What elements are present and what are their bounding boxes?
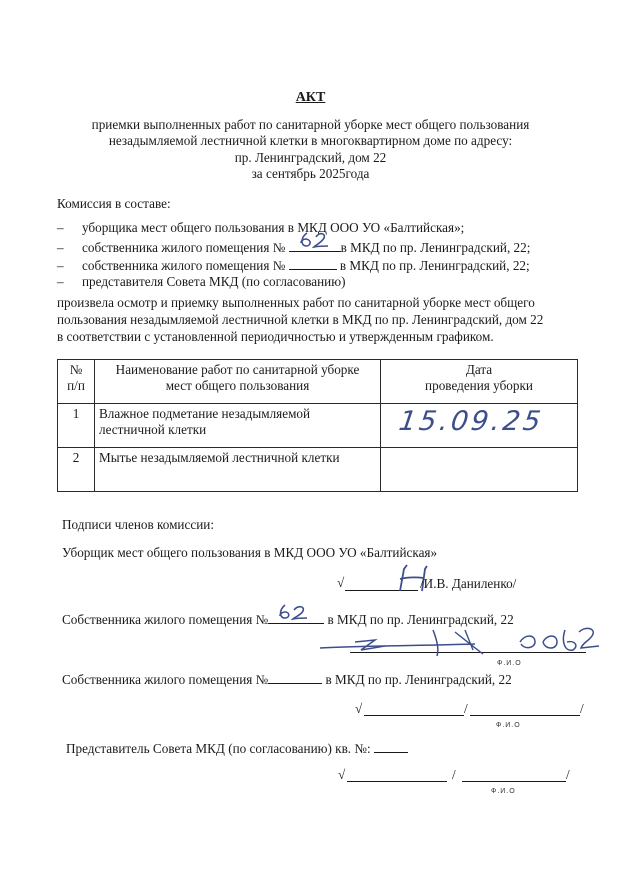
owner2-end-slash: / — [580, 701, 584, 716]
address-line: пр. Ленинградский, дом 22 — [234, 150, 387, 165]
council-rep-apartment-field[interactable] — [374, 739, 408, 753]
subtitle-line1: приемки выполненных работ по санитарной уборке мест общего пользования — [91, 117, 530, 132]
list-dash: – — [57, 274, 64, 289]
council-rep-label — [66, 739, 408, 757]
row-number: 1 — [58, 404, 95, 448]
apartment-number-field[interactable] — [289, 238, 341, 252]
table-header-row — [58, 360, 578, 404]
paragraph-line: в соответствии с установленной периодичностью и утвержденным графиком. — [57, 329, 494, 344]
signatures-heading: Подписи членов комиссии: — [62, 517, 214, 532]
owner1-fio-caption: Ф.И.О — [497, 660, 522, 667]
commission-item-council — [57, 274, 345, 290]
table-row — [58, 404, 578, 448]
owner2-name-line[interactable] — [470, 715, 580, 716]
cleaner-signature-label: Уборщик мест общего пользования в МКД ООО УО «Балтийская» — [62, 545, 438, 560]
commission-item-owner1 — [57, 238, 530, 256]
owner2-prefix: Собственника жилого помещения № — [62, 672, 269, 687]
commission-item-prefix: собственника жилого помещения № — [82, 240, 286, 255]
header-number — [58, 360, 95, 404]
row-work-name — [95, 404, 381, 448]
owner1-signature-scribble — [315, 620, 615, 662]
list-dash: – — [57, 220, 64, 235]
row-work-name-line1: Влажное подметание незадымляемой — [99, 406, 311, 421]
header-work-name-line1: Наименование работ по санитарной уборке — [115, 362, 360, 377]
commission-heading: Комиссия в составе: — [57, 196, 171, 211]
owner2-check-mark: √ — [355, 701, 363, 716]
row-work-name-line2: лестничной клетки — [99, 422, 207, 437]
subtitle-line2: незадымляемой лестничной клетки в многоквартирном доме по адресу: — [108, 133, 513, 148]
header-work-name-line2: мест общего пользования — [165, 378, 310, 393]
paragraph-line: произвела осмотр и приемку выполненных работ по санитарной уборке мест общего — [57, 295, 535, 310]
row-number: 2 — [58, 448, 95, 492]
council-rep-separator: / — [452, 767, 456, 782]
list-dash: – — [57, 258, 64, 273]
list-dash: – — [57, 240, 64, 255]
owner1-prefix: Собственника жилого помещения № — [62, 612, 269, 627]
row-work-name — [95, 448, 381, 492]
commission-item-text: уборщика мест общего пользования в МКД ООО УО «Балтийская»; — [82, 220, 465, 235]
row-date-cell[interactable] — [381, 448, 578, 492]
apartment-number-field[interactable] — [289, 256, 337, 270]
council-rep-check-mark: √ — [338, 767, 346, 782]
commission-item-text: представителя Совета МКД (по согласованию) — [82, 274, 346, 289]
header-date-line1: Дата — [465, 362, 493, 377]
owner2-signature-label — [62, 670, 512, 688]
council-rep-name-line[interactable] — [462, 781, 566, 782]
row-date-cell[interactable] — [381, 404, 578, 448]
header-number-line1: № — [69, 362, 83, 377]
council-rep-fio-caption: Ф.И.О — [491, 788, 516, 795]
owner2-separator: / — [464, 701, 468, 716]
owner2-fio-caption: Ф.И.О — [496, 722, 521, 729]
council-rep-prefix: Представитель Совета МКД (по согласованию) кв. №: — [66, 741, 371, 756]
document-title: АКТ — [295, 90, 326, 105]
commission-item-cleaner — [57, 220, 464, 236]
inspection-paragraph — [57, 294, 543, 345]
owner2-signature-line[interactable] — [364, 715, 464, 716]
owner2-apartment-field[interactable] — [268, 670, 322, 684]
period-line: за сентябрь 2025года — [251, 166, 370, 181]
handwritten-date: 15.09.25 — [396, 406, 546, 437]
paragraph-line: пользования незадымляемой лестничной клетки в МКД по пр. Ленинградский, дом 22 — [57, 312, 544, 327]
owner1-suffix: в МКД по пр. Ленинградский, 22 — [327, 612, 514, 627]
owner2-suffix: в МКД по пр. Ленинградский, 22 — [325, 672, 512, 687]
header-date — [381, 360, 578, 404]
commission-item-suffix: в МКД по пр. Ленинградский, 22; — [340, 240, 531, 255]
commission-item-prefix: собственника жилого помещения № — [82, 258, 286, 273]
handwritten-apartment-number — [297, 229, 349, 251]
works-table — [57, 359, 578, 492]
commission-item-suffix: в МКД по пр. Ленинградский, 22; — [339, 258, 530, 273]
header-date-line2: проведения уборки — [425, 378, 533, 393]
table-row — [58, 448, 578, 492]
council-rep-end-slash: / — [566, 767, 570, 782]
cleaner-check-mark: √ — [337, 575, 345, 590]
header-number-line2: п/п — [67, 378, 85, 393]
row-work-name-line1: Мытье незадымляемой лестничной клетки — [99, 450, 340, 465]
council-rep-signature-line[interactable] — [347, 781, 447, 782]
header-work-name — [95, 360, 381, 404]
commission-item-owner2 — [57, 256, 530, 274]
cleaner-name: /И.В. Даниленко/ — [420, 576, 517, 591]
